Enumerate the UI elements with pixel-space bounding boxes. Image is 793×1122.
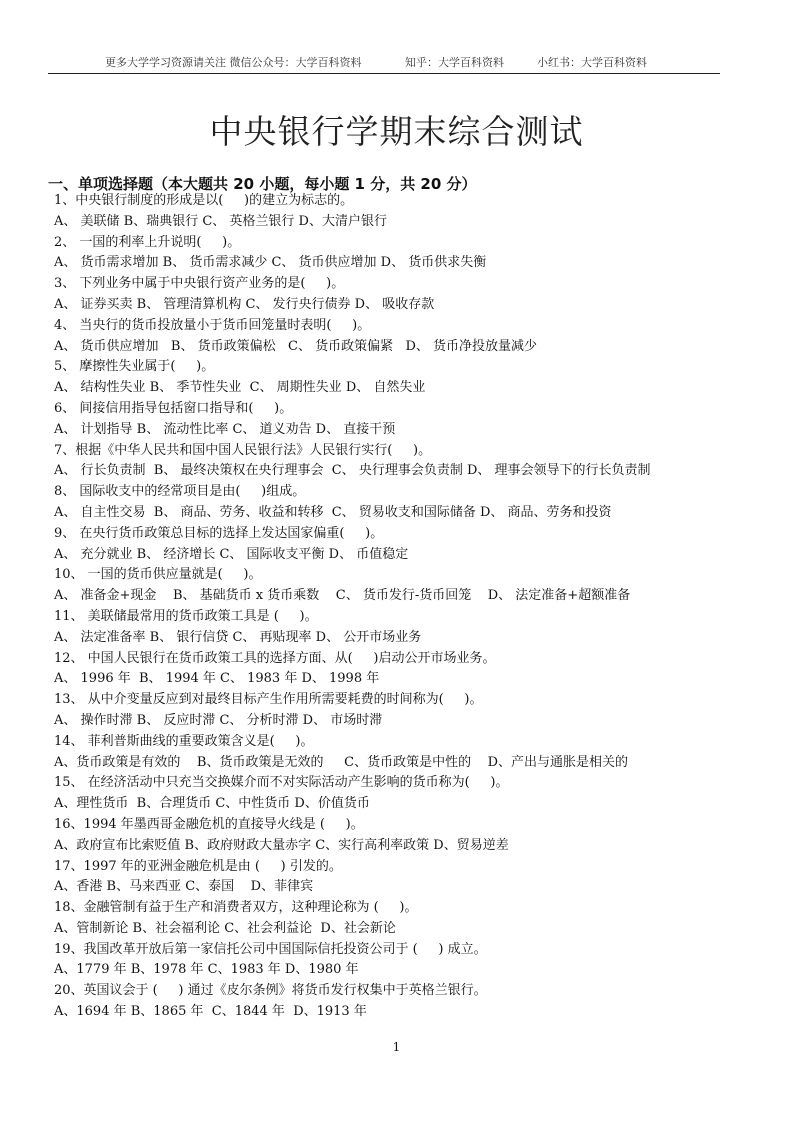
question-line: 8、 国际收支中的经常项目是由( )组成。: [54, 484, 306, 500]
options-line: A、理性货币 B、合理货币 C、中性货币 D、价值货币: [54, 796, 370, 812]
options-line: A、 结构性失业 B、 季节性失业 C、 周期性失业 D、 自然失业: [54, 380, 426, 396]
header-rule: [48, 73, 720, 74]
question-line: 14、 菲利普斯曲线的重要政策含义是( )。: [54, 733, 314, 749]
options-line: A、 行长负责制 B、 最终决策权在央行理事会 C、 央行理事会负责制 D、 理事会领导下的行长负责制: [54, 463, 651, 479]
section-heading: 一、单项选择题（本大题共 20 小题，每小题 1 分，共 20 分）: [48, 175, 477, 193]
options-line: A、 充分就业 B、 经济增长 C、 国际收支平衡 D、 币值稳定: [54, 546, 409, 562]
options-line: A、 美联储 B、瑞典银行 C、 英格兰银行 D、大清户银行: [54, 213, 387, 229]
options-line: A、 准备金+现金 B、 基础货币 x 货币乘数 C、 货币发行-货币回笼 D、 法定准备+超额准备: [54, 588, 631, 604]
document-title: 中央银行学期末综合测试: [209, 112, 584, 151]
header-zhihu: 知乎：大学百科资料: [405, 56, 504, 69]
question-line: 3、 下列业务中属于中央银行资产业务的是( )。: [54, 276, 345, 292]
question-line: 4、 当央行的货币投放量小于货币回笼量时表明( )。: [54, 317, 371, 333]
options-line: A、 自主性交易 B、 商品、劳务、收益和转移 C、 贸易收支和国际储备 D、 商品、劳务和投资: [54, 504, 612, 520]
options-line: A、政府宣布比索贬值 B、政府财政大量赤字 C、实行高利率政策 D、贸易逆差: [54, 837, 509, 853]
question-line: 19、我国改革开放后第一家信托公司中国国际信托投资公司于 ( ) 成立。: [54, 941, 487, 957]
options-line: A、 1996 年 B、 1994 年 C、 1983 年 D、 1998 年: [54, 671, 380, 687]
question-line: 17、1997 年的亚洲金融危机是由 ( ) 引发的。: [54, 858, 342, 874]
question-line: 5、 摩擦性失业属于( )。: [54, 359, 215, 375]
question-line: 11、 美联储最常用的货币政策工具是 ( )。: [54, 608, 318, 624]
header-xiaohongshu: 小红书：大学百科资料: [537, 56, 647, 69]
question-line: 6、 间接信用指导包括窗口指导和( )。: [54, 400, 293, 416]
question-line: 2、 一国的利率上升说明( )。: [54, 234, 241, 250]
options-line: A、1779 年 B、1978 年 C、1983 年 D、1980 年: [54, 962, 359, 978]
question-line: 12、 中国人民银行在货币政策工具的选择方面、从( )启动公开市场业务。: [54, 650, 496, 666]
options-line: A、 证券买卖 B、 管理清算机构 C、 发行央行债券 D、 吸收存款: [54, 296, 435, 312]
options-line: A、1694 年 B、1865 年 C、1844 年 D、1913 年: [54, 1004, 367, 1020]
options-line: A、 操作时滞 B、 反应时滞 C、 分析时滞 D、 市场时滞: [54, 712, 383, 728]
options-line: A、 法定准备率 B、 银行信贷 C、 再贴现率 D、 公开市场业务: [54, 629, 422, 645]
options-line: A、香港 B、马来西亚 C、泰国 D、菲律宾: [54, 879, 314, 895]
question-line: 1、中央银行制度的形成是以( )的建立为标志的。: [54, 193, 354, 208]
options-line: A、 计划指导 B、 流动性比率 C、 道义劝告 D、 直接干预: [54, 421, 396, 437]
options-line: A、 货币需求增加 B、 货币需求减少 C、 货币供应增加 D、 货币供求失衡: [54, 255, 487, 271]
question-line: 16、1994 年墨西哥金融危机的直接导火线是 ( )。: [54, 816, 364, 832]
options-line: A、货币政策是有效的 B、货币政策是无效的 C、货币政策是中性的 D、产出与通胀是相关的: [54, 754, 629, 770]
header-wechat: 更多大学学习资源请关注 微信公众号：大学百科资料: [105, 56, 362, 69]
question-line: 7、根据《中华人民共和国中国人民银行法》人民银行实行( )。: [54, 442, 432, 458]
options-line: A、 货币供应增加 B、 货币政策偏松 C、 货币政策偏紧 D、 货币净投放量减少: [54, 338, 538, 354]
question-line: 10、 一国的货币供应量就是( )。: [54, 567, 262, 583]
question-line: 15、 在经济活动中只充当交换媒介而不对实际活动产生影响的货币称为( )。: [54, 775, 509, 791]
question-list: [54, 191, 734, 1023]
options-line: A、管制新论 B、社会福利论 C、社会利益论 D、社会新论: [54, 920, 396, 936]
question-line: 20、英国议会于 ( ) 通过《皮尔条例》将货币发行权集中于英格兰银行。: [54, 983, 487, 999]
question-line: 13、 从中介变量反应到对最终目标产生作用所需要耗费的时间称为( )。: [54, 692, 483, 708]
page-number: 1: [392, 1040, 401, 1054]
question-line: 9、 在央行货币政策总目标的选择上发达国家偏重( )。: [54, 525, 384, 541]
question-line: 18、金融管制有益于生产和消费者双方，这种理论称为 ( )。: [54, 900, 418, 916]
